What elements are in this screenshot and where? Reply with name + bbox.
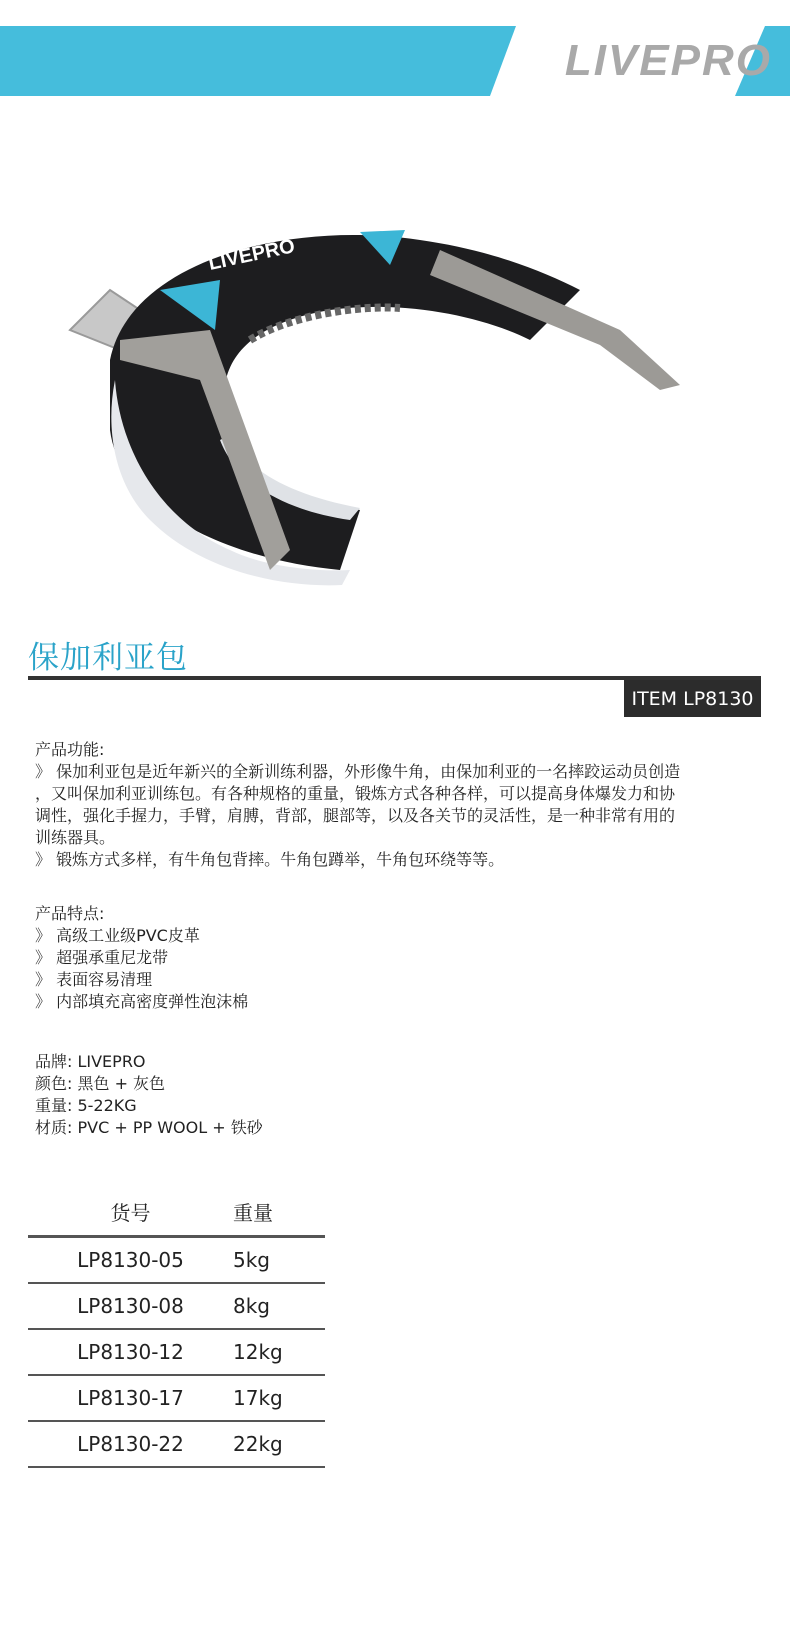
table-row xyxy=(28,1284,325,1330)
points-item: 》 高级工业级PVC皮革 xyxy=(35,926,200,945)
spec-line: 重量: 5-22KG xyxy=(35,1096,137,1115)
features-line: 》 保加利亚包是近年新兴的全新训练利器，外形像牛角，由保加利亚的一名摔跤运动员创造 xyxy=(35,762,681,781)
cell-item-no: LP8130-17 xyxy=(77,1386,184,1410)
brand-logo: LIVEPRO xyxy=(564,36,772,85)
table-row xyxy=(28,1238,325,1284)
table-row xyxy=(28,1422,325,1468)
item-code-badge: ITEM LP8130 xyxy=(624,680,761,717)
header-item-no: 货号 xyxy=(110,1201,151,1225)
weight-table xyxy=(28,1188,325,1468)
points-item: 》 内部填充高密度弹性泡沫棉 xyxy=(35,992,249,1011)
svg-text:LIVEPRO: LIVEPRO xyxy=(206,235,297,275)
cell-weight: 22kg xyxy=(233,1432,283,1456)
features-line: ，又叫保加利亚训练包。有各种规格的重量，锻炼方式各种各样，可以提高身体爆发力和协 xyxy=(35,784,676,803)
points-heading: 产品特点: xyxy=(35,904,105,923)
cell-item-no: LP8130-05 xyxy=(77,1248,184,1272)
spec-line: 材质: PVC + PP WOOL + 铁砂 xyxy=(35,1118,263,1137)
points-section xyxy=(35,903,763,1013)
cell-weight: 17kg xyxy=(233,1386,283,1410)
page-title: 保加利亚包 xyxy=(28,640,188,676)
features-section xyxy=(35,739,763,871)
spec-section xyxy=(35,1051,763,1139)
spec-line: 品牌: LIVEPRO xyxy=(35,1052,146,1071)
table-header xyxy=(28,1188,325,1238)
points-item: 》 超强承重尼龙带 xyxy=(35,948,169,967)
features-line: 调性，强化手握力，手臂，肩膊，背部，腿部等，以及各关节的灵活性，是一种非常有用的 xyxy=(35,806,676,825)
cell-weight: 8kg xyxy=(233,1294,271,1318)
features-line: 训练器具。 xyxy=(35,828,116,847)
features-line: 》 锻炼方式多样，有牛角包背摔。牛角包蹲举，牛角包环绕等等。 xyxy=(35,850,505,869)
bulgarian-bag-product-image xyxy=(60,220,720,610)
cell-item-no: LP8130-22 xyxy=(77,1432,184,1456)
table-row xyxy=(28,1330,325,1376)
cell-item-no: LP8130-12 xyxy=(77,1340,184,1364)
spec-line: 颜色: 黑色 + 灰色 xyxy=(35,1074,166,1093)
cell-weight: 12kg xyxy=(233,1340,283,1364)
cell-item-no: LP8130-08 xyxy=(77,1294,184,1318)
header-weight: 重量 xyxy=(233,1201,273,1225)
table-row xyxy=(28,1376,325,1422)
points-item: 》 表面容易清理 xyxy=(35,970,153,989)
features-heading: 产品功能: xyxy=(35,740,105,759)
cell-weight: 5kg xyxy=(233,1248,271,1272)
